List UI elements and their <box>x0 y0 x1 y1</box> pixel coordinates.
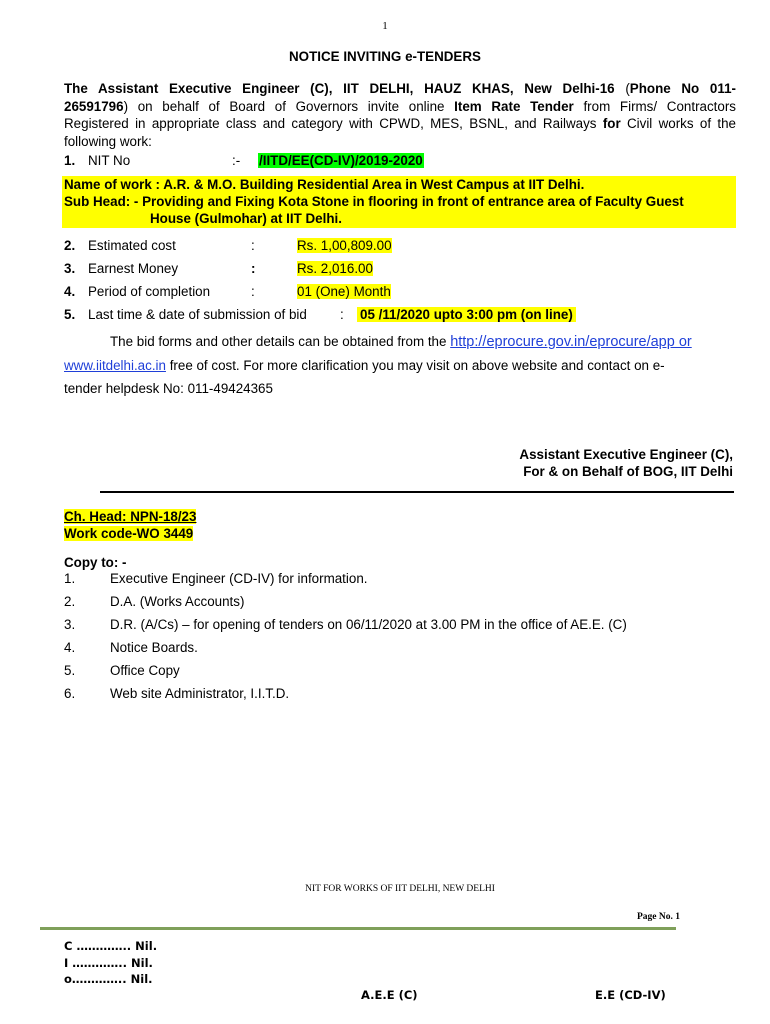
intro-text-3: Registered in appropriate class and category with CPWD, MES, BSNL, and Railways <box>64 116 603 131</box>
bid-text-2: free of cost. For more clarification you may visit on above website and contact on e- <box>165 358 665 373</box>
item-label: Last time & date of submission of bid <box>88 307 307 322</box>
item-colon: : <box>340 307 344 322</box>
footer-ee: E.E (CD-IV) <box>595 988 666 1002</box>
nit-label: NIT No <box>88 153 131 168</box>
bid-line-1 <box>64 330 736 354</box>
item-number: 3. <box>64 261 76 276</box>
copy-item-text: Web site Administrator, I.I.T.D. <box>110 686 290 701</box>
footer-c-line: C ………….. Nil. <box>64 939 158 953</box>
intro-text-3b: Civil works of the <box>620 116 737 131</box>
copy-item-text: D.R. (A/Cs) – for opening of tenders on 06/11/2020 at 3.00 PM in the office of AE.E. (C) <box>110 617 627 632</box>
item-value: 05 /11/2020 upto 3:00 pm (on line) <box>357 307 576 322</box>
intro-paren: ( <box>614 81 630 96</box>
copy-to-title: Copy to: - <box>64 555 127 570</box>
intro-phone-label: Phone No 011- <box>629 81 736 96</box>
bid-line-2 <box>64 354 736 377</box>
footer-nil-block <box>64 938 157 988</box>
bid-text: The bid forms and other details can be obtained from the <box>110 334 451 349</box>
copy-item-number: 6. <box>64 686 76 701</box>
work-code: Work code-WO 3449 <box>64 526 194 541</box>
intro-issuer: The Assistant Executive Engineer (C), IIT DELHI, HAUZ KHAS, New Delhi-16 <box>64 81 615 96</box>
work-name: Name of work : A.R. & M.O. Building Residential Area in West Campus at IIT Delhi. <box>64 177 585 192</box>
horizontal-rule <box>100 491 734 493</box>
item-number: 2. <box>64 238 76 253</box>
nit-value: /IITD/EE(CD-IV)/2019-2020 <box>259 153 423 168</box>
copy-item-number: 2. <box>64 594 76 609</box>
footer-caption: NIT FOR WORKS OF IIT DELHI, NEW DELHI <box>305 884 495 894</box>
footer-aee: A.E.E (C) <box>361 988 418 1002</box>
footer-page-number: Page No. 1 <box>636 912 680 922</box>
nit-separator: :- <box>232 153 241 168</box>
footer-i-line: I ………….. Nil. <box>64 955 153 970</box>
intro-line-3 <box>64 115 736 133</box>
copy-item-number: 1. <box>64 571 76 586</box>
copy-item-number: 3. <box>64 617 76 632</box>
notice-heading: NOTICE INVITING e-TENDERS <box>289 49 481 64</box>
item-value: Rs. 2,016.00 <box>297 261 373 276</box>
item-label: Earnest Money <box>88 261 179 276</box>
codes-block <box>64 508 196 542</box>
item-value: 01 (One) Month <box>297 284 391 299</box>
item-label: Estimated cost <box>88 238 176 253</box>
copy-item-text: Office Copy <box>110 663 180 678</box>
intro-phone-number: 26591796 <box>64 98 124 114</box>
item-colon: : <box>251 261 256 276</box>
page-number: 1 <box>382 20 388 32</box>
intro-line-2 <box>64 98 736 116</box>
iitdelhi-link[interactable]: www.iitdelhi.ac.in <box>64 358 166 373</box>
intro-for: for <box>602 116 621 131</box>
item-number: 4. <box>64 284 76 299</box>
item-colon: : <box>251 238 255 253</box>
item-number: 5. <box>64 307 76 322</box>
signature-block <box>519 446 733 480</box>
item-value: Rs. 1,00,809.00 <box>297 238 392 253</box>
signature-behalf: For & on Behalf of BOG, IIT Delhi <box>523 464 733 479</box>
bid-paragraph <box>64 330 736 400</box>
intro-tender-type: Item Rate Tender <box>454 98 574 114</box>
work-block <box>62 176 736 228</box>
copy-item-text: Executive Engineer (CD-IV) for information. <box>110 571 368 586</box>
intro-text-2b: from Firms/ Contractors <box>573 98 736 114</box>
chargeable-head: Ch. Head: NPN-18/23 <box>64 509 197 524</box>
footer-o-line: o………….. Nil. <box>64 972 153 986</box>
intro-paragraph <box>64 80 736 150</box>
signature-title: Assistant Executive Engineer (C), <box>519 447 733 462</box>
bid-line-3: tender helpdesk No: 011-49424365 <box>64 381 273 396</box>
footer-rule <box>40 927 676 930</box>
item-colon: : <box>251 284 255 299</box>
work-subhead: Sub Head: - Providing and Fixing Kota Stone in flooring in front of entrance area of Faculty Guest <box>64 194 684 209</box>
intro-text-2: ) on behalf of Board of Governors invite online <box>123 98 455 114</box>
nit-number: 1. <box>64 153 76 168</box>
copy-item-number: 5. <box>64 663 76 678</box>
copy-item-text: D.A. (Works Accounts) <box>110 594 245 609</box>
copy-item-text: Notice Boards. <box>110 640 198 655</box>
work-subhead-cont: House (Gulmohar) at IIT Delhi. <box>150 211 342 226</box>
copy-item-number: 4. <box>64 640 76 655</box>
intro-line-4: following work: <box>64 133 152 149</box>
eprocure-link[interactable]: http://eprocure.gov.in/eprocure/app or <box>450 334 692 350</box>
item-label: Period of completion <box>88 284 211 299</box>
intro-line-1 <box>64 80 736 98</box>
